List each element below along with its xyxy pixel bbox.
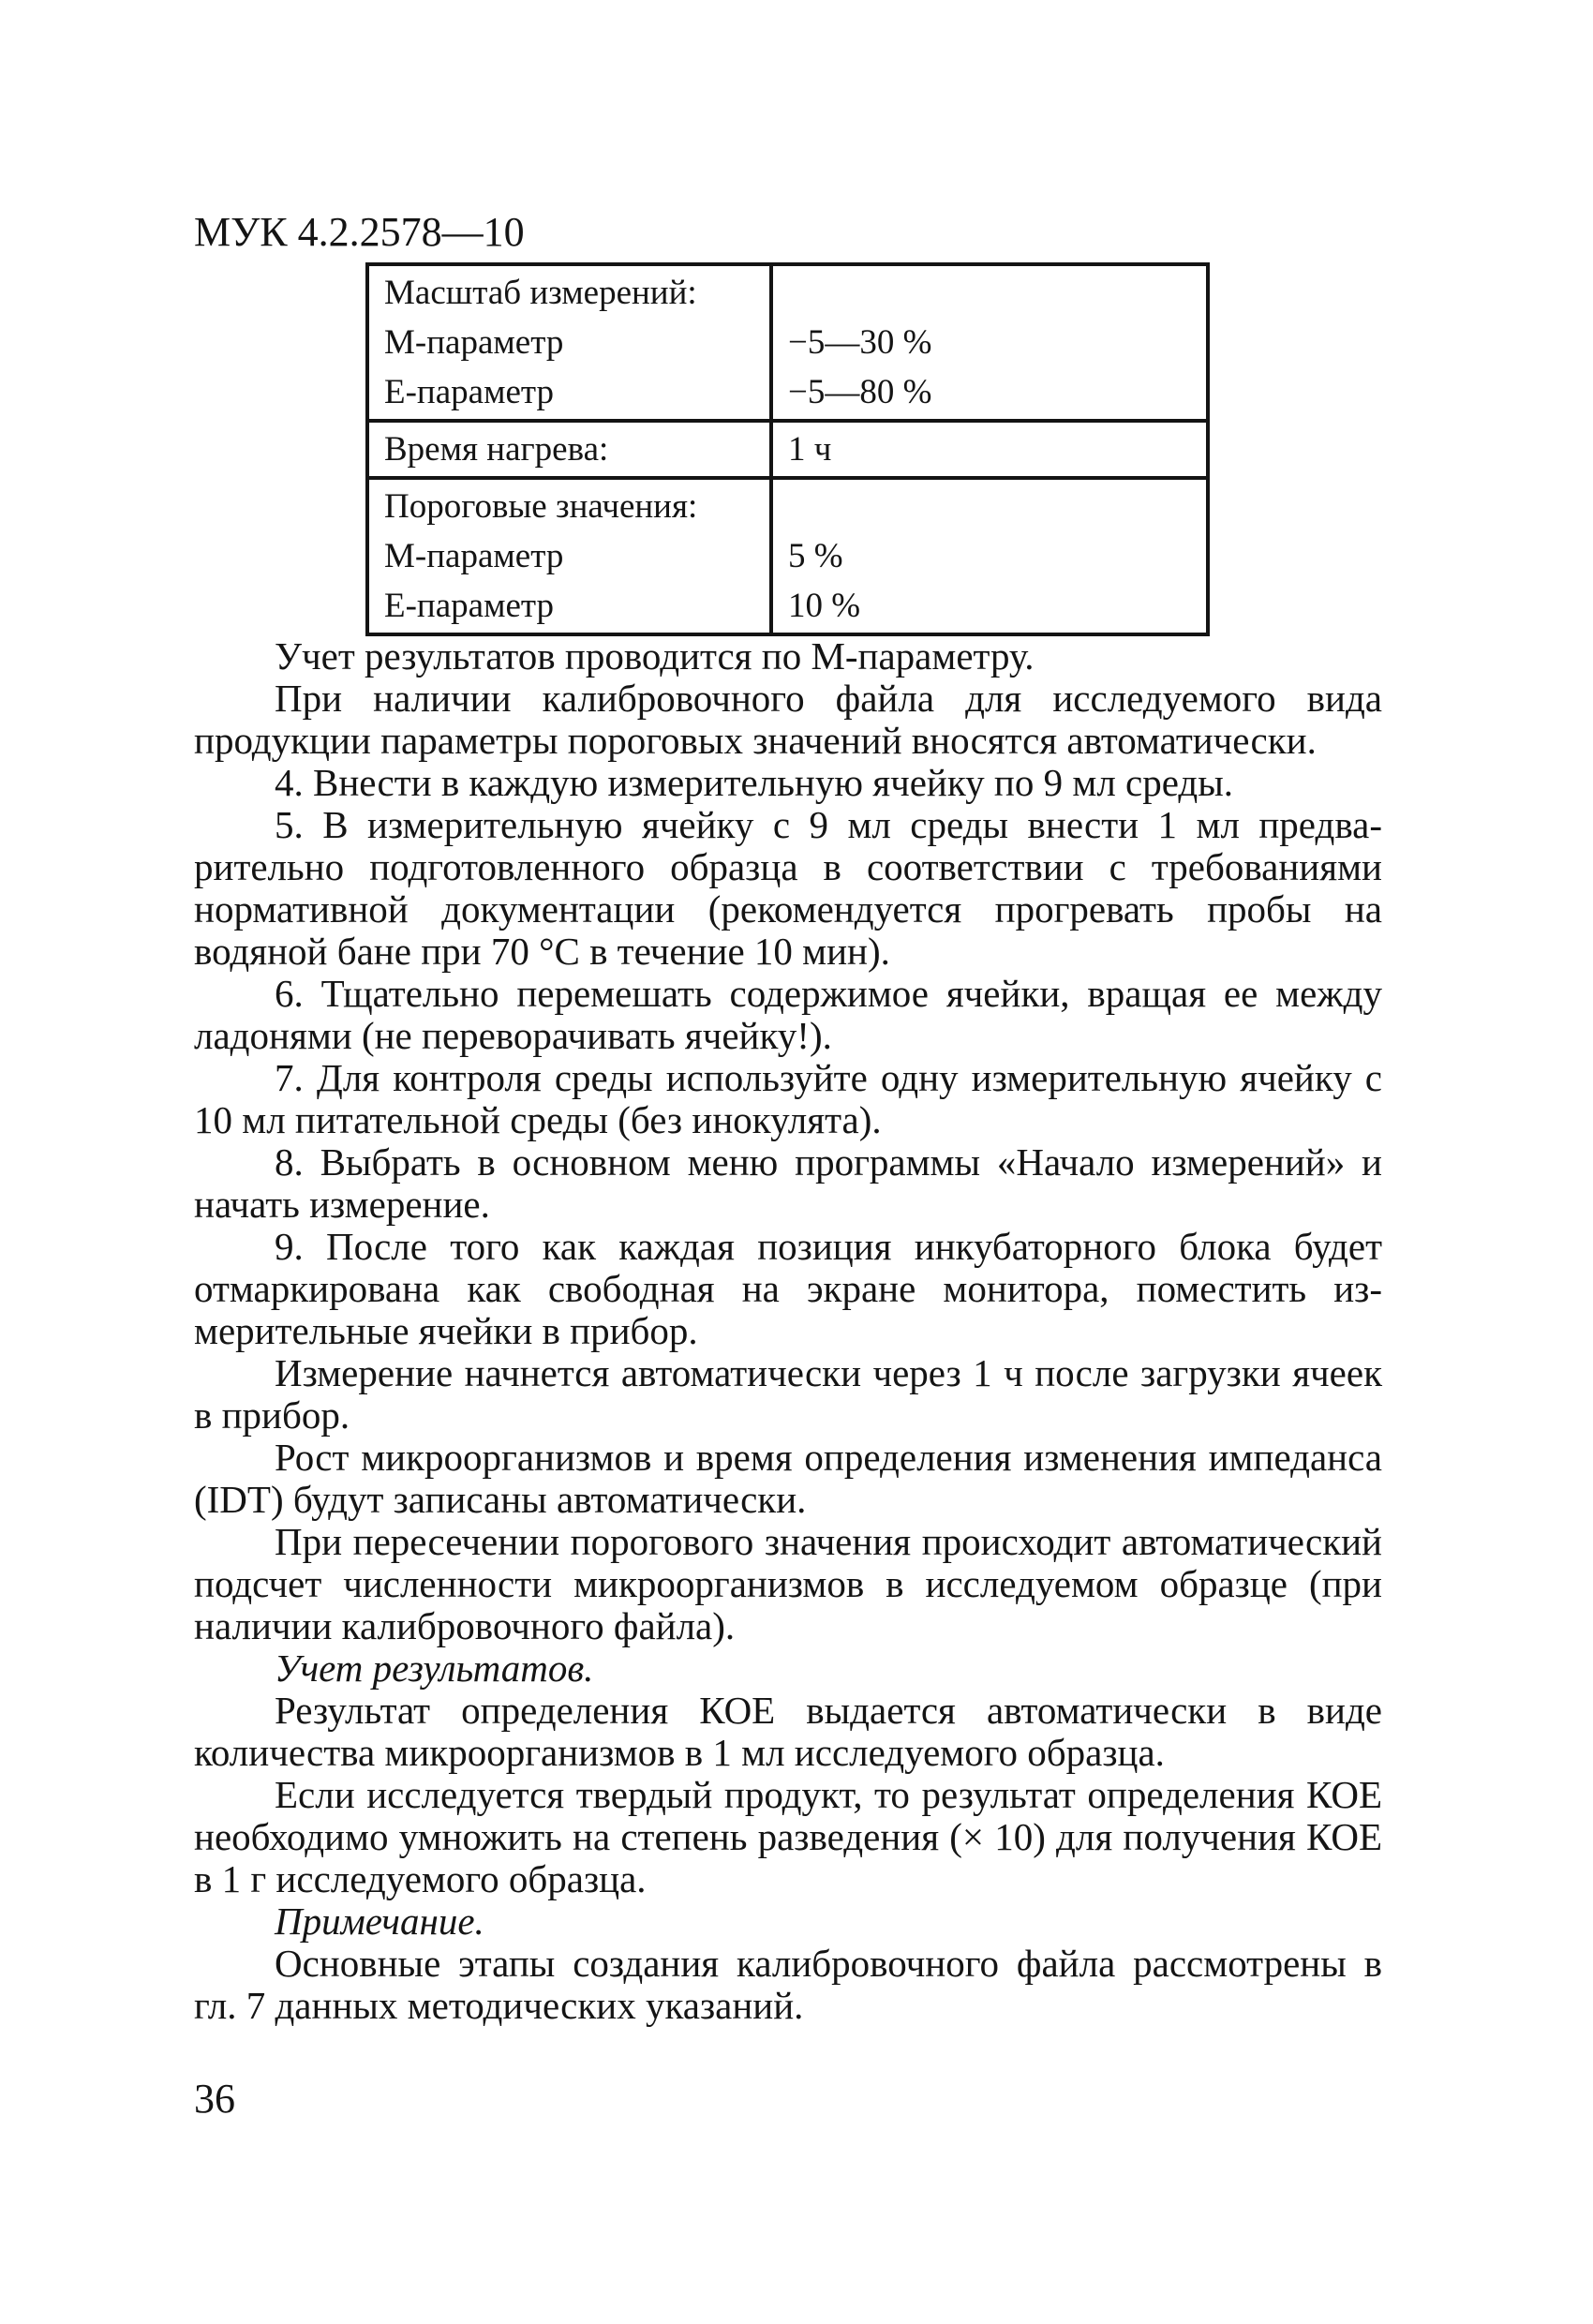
table-label-line: М-параметр: [384, 323, 564, 362]
table-value-line: 1 ч: [788, 430, 832, 469]
paragraph: Основные этапы создания калибровочного файла рассмотрены в гл. 7 данных методических указаний.: [194, 1942, 1382, 2027]
paragraph: 8. Выбрать в основном меню программы «Начало измерений» и начать измерение.: [194, 1140, 1382, 1226]
table-label-line: Время нагрева:: [384, 430, 609, 469]
table-value-line: [788, 268, 1193, 318]
note-heading: Примечание.: [275, 1899, 484, 1943]
table-value-line: 5 %: [788, 537, 843, 575]
table-label-line: М-параметр: [384, 537, 564, 575]
table-value-line: 10 %: [788, 587, 861, 625]
table-label-line: Е-параметр: [384, 373, 555, 411]
table-label-line: Е-параметр: [384, 587, 555, 625]
parameters-table: [365, 262, 1210, 636]
paragraph: 7. Для контроля среды используйте одну измерительную ячейку с 10 мл питательной среды (без инокулята).: [194, 1056, 1382, 1141]
body-text: [194, 635, 1382, 2027]
table-row-scale: [367, 264, 1208, 421]
paragraph: Результат определения КОЕ выдается автоматически в виде количества микроорганизмов в 1 мл исследуемого образца.: [194, 1689, 1382, 1774]
paragraph: 6. Тщательно перемешать содержимое ячейки, вращая ее между ладонями (не переворачивать ячейку!).: [194, 972, 1382, 1057]
table-value-line: −5—30 %: [788, 323, 932, 362]
paragraph: 9. После того как каждая позиция инкубаторного блока будет отмаркирована как свободная на экране монитора, поместить измерительные ячейки в прибор.: [194, 1225, 1382, 1352]
paragraph: Измерение начнется автоматически через 1 ч после загрузки ячеек в прибор.: [194, 1351, 1382, 1437]
table-label-cell: [367, 478, 771, 634]
section-heading-results: Учет результатов.: [275, 1646, 594, 1690]
paragraph: При наличии калибровочного файла для исследуемого вида продукции параметры пороговых значений вносятся автоматически.: [194, 677, 1382, 762]
table-value-line: −5—80 %: [788, 373, 932, 411]
table-value-line: [788, 482, 1193, 531]
document-code: МУК 4.2.2578—10: [194, 209, 525, 255]
paragraph: 4. Внести в каждую измерительную ячейку по 9 мл среды.: [275, 761, 1234, 804]
table-value-cell: [771, 478, 1208, 634]
table-row-heating-time: [367, 421, 1208, 478]
table-row-thresholds: [367, 478, 1208, 634]
paragraph: 5. В измерительную ячейку с 9 мл среды внести 1 мл предварительно подготовленного образца в соответствии с требованиями нормативной документации (рекомендуется прогревать пробы на водяной бане при 70 °С в течение 10 мин).: [194, 803, 1382, 973]
paragraph: Рост микроорганизмов и время определения изменения импеданса (IDT) будут записаны автоматически.: [194, 1436, 1382, 1521]
table-label-line: Пороговые значения:: [384, 487, 698, 526]
page-number: 36: [194, 2076, 235, 2122]
table-label-cell: [367, 264, 771, 421]
paragraph: Если исследуется твердый продукт, то результат определения КОЕ необходимо умножить на степень разведения (× 10) для получения КОЕ в 1 г исследуемого образца.: [194, 1773, 1382, 1900]
paragraph: При пересечении порогового значения происходит автоматический подсчет численности микроорганизмов в исследуемом образце (при наличии калибровочного файла).: [194, 1520, 1382, 1647]
table-label-cell: [367, 421, 771, 478]
table-value-cell: [771, 264, 1208, 421]
paragraph: Учет результатов проводится по М-параметру.: [275, 634, 1035, 678]
table-value-cell: [771, 421, 1208, 478]
table-label-line: Масштаб измерений:: [384, 274, 697, 312]
